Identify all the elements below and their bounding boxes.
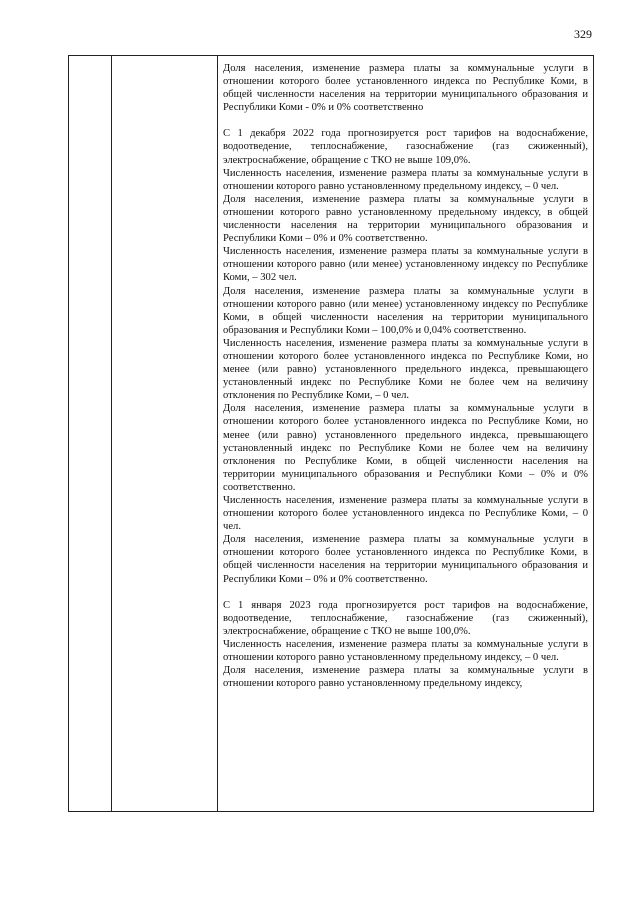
table-column-description xyxy=(218,56,593,811)
paragraph: Численность населения, изменение размера платы за коммунальные услуги в отношении которого более установленного индекса по Республике Коми, – 0 чел. xyxy=(223,495,588,533)
paragraph: Доля населения, изменение размера платы за коммунальные услуги в отношении которого равно (или менее) установленному индексу по Республике Коми, в общей численности населения на территории муниципального образования и Республики Коми – 100,0% и 0,04% соответственно. xyxy=(223,285,588,336)
paragraph: С 1 декабря 2022 года прогнозируется рост тарифов на водоснабжение, водоотведение, теплоснабжение, газоснабжение (газ сжиженный), электроснабжение, обращение с ТКО не выше 109,0%. xyxy=(223,128,588,166)
paragraph: Численность населения, изменение размера платы за коммунальные услуги в отношении которого равно установленному предельному индексу, – 0 чел. xyxy=(223,638,588,664)
paragraph: Доля населения, изменение размера платы за коммунальные услуги в отношении которого более установленного индекса по Республике Коми, в общей численности населения на территории муниципального образования и Республики Коми - 0% и 0% соответственно xyxy=(223,63,588,114)
paragraph: Доля населения, изменение размера платы за коммунальные услуги в отношении которого более установленного индекса по Республике Коми, но менее (или равно) установленного предельного индекса, превышающего установленный индекс по Республике Коми не более чем на величину отклонения по Республике Коми, в общей численности населения на территории муниципального образования и Республики Коми – 0% и 0% соответственно. xyxy=(223,403,588,493)
paragraph: Численность населения, изменение размера платы за коммунальные услуги в отношении которого более установленного индекса по Республике Коми, но менее (или равно) установленного предельного индекса, превышающего установленный индекс по Республике Коми не более чем на величину отклонения по Республике Коми, – 0 чел. xyxy=(223,337,588,402)
paragraph: Доля населения, изменение размера платы за коммунальные услуги в отношении которого равно установленному предельному индексу, xyxy=(223,665,588,690)
document-table xyxy=(68,55,594,812)
table-column-number xyxy=(69,56,112,811)
table-column-name xyxy=(112,56,218,811)
paragraph: Численность населения, изменение размера платы за коммунальные услуги в отношении которого равно установленному предельному индексу, – 0 чел. xyxy=(223,167,588,192)
paragraph: Численность населения, изменение размера платы за коммунальные услуги в отношении которого равно (или менее) установленному индексу по Республике Коми, – 302 чел. xyxy=(223,246,588,284)
paragraph: С 1 января 2023 года прогнозируется рост тарифов на водоснабжение, водоотведение, теплоснабжение, газоснабжение (газ сжиженный), электроснабжение, обращение с ТКО не выше 100,0%. xyxy=(223,599,588,637)
paragraph: Доля населения, изменение размера платы за коммунальные услуги в отношении которого более установленного индекса по Республике Коми, в общей численности населения на территории муниципального образования и Республики Коми – 0% и 0% соответственно. xyxy=(223,534,588,585)
page-number: 329 xyxy=(574,27,592,41)
paragraph: Доля населения, изменение размера платы за коммунальные услуги в отношении которого равно установленному предельному индексу, в общей численности населения на территории муниципального образования и Республики Коми – 0% и 0% соответственно. xyxy=(223,193,588,245)
